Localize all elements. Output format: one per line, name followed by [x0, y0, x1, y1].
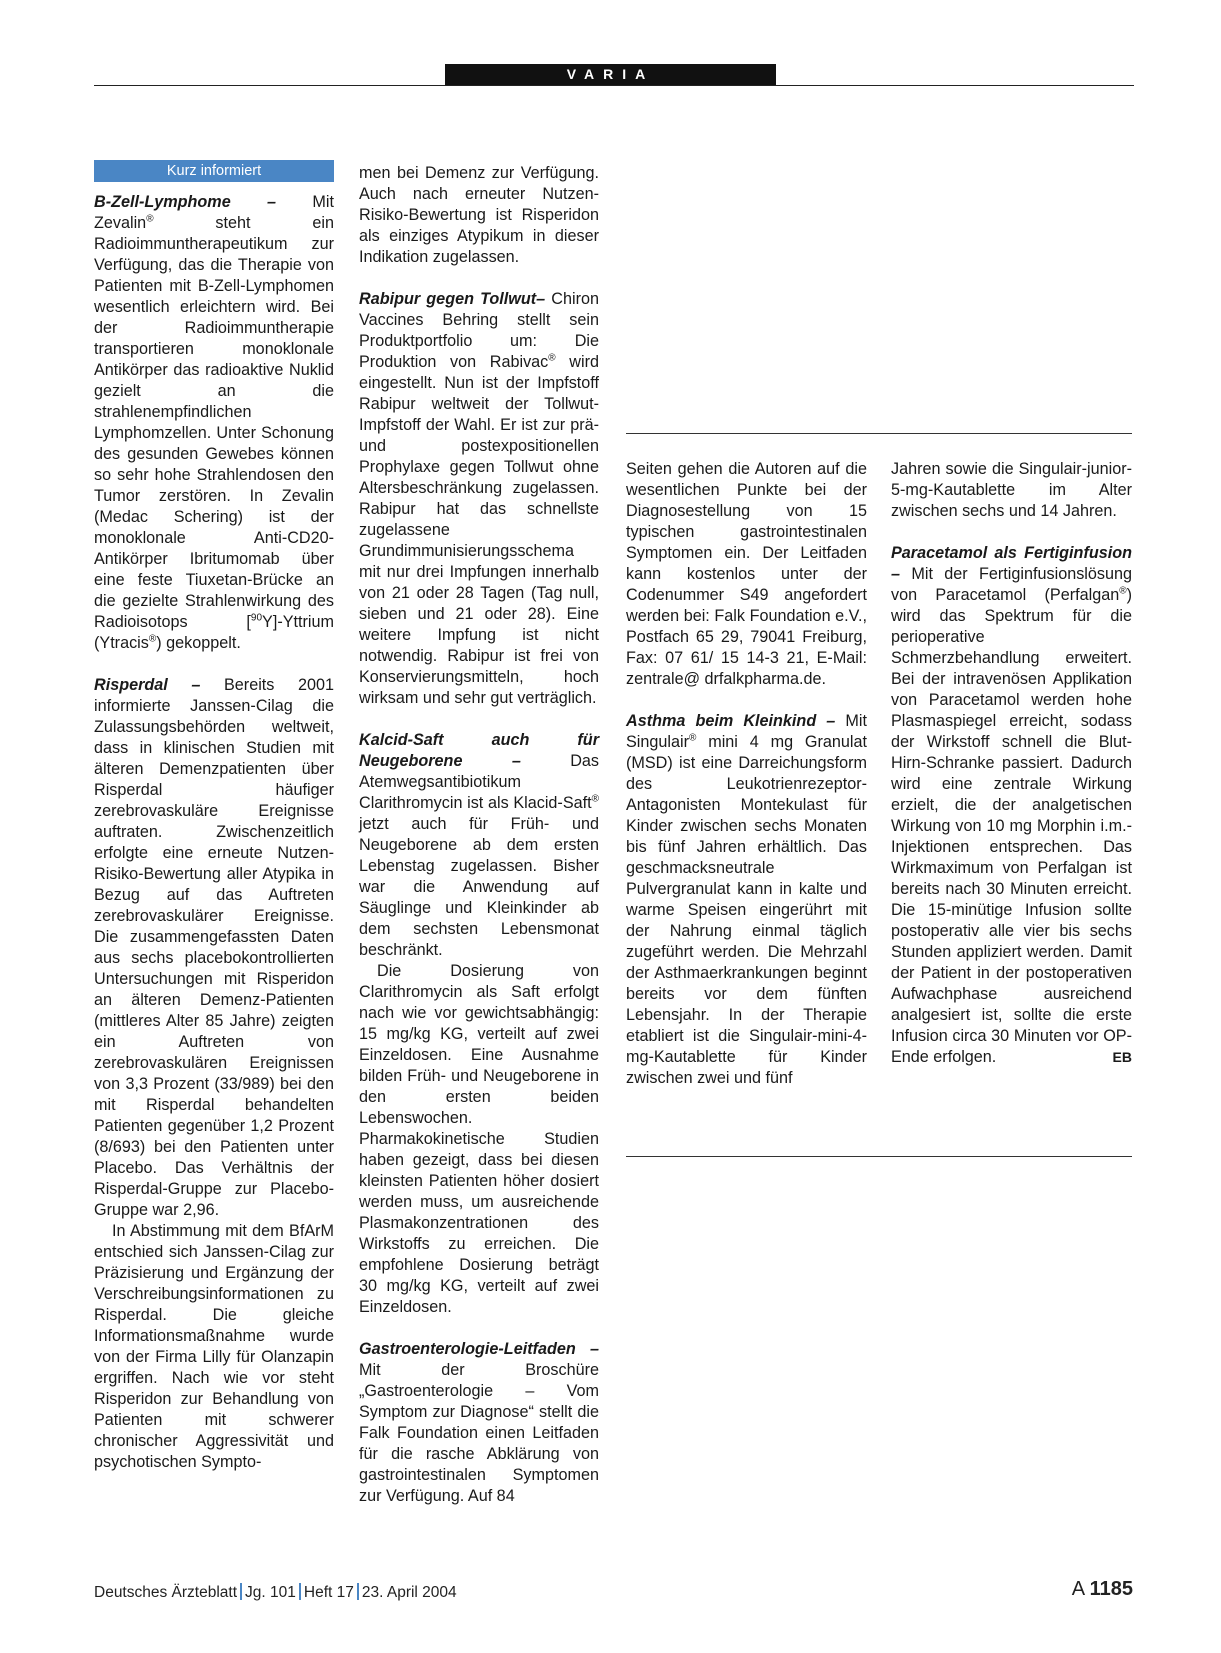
- article-paragraph: Jahren sowie die Singulair-junior-5-mg-Kautablette im Alter zwischen sechs und 14 Jahren.: [891, 460, 1132, 520]
- column-divider: [626, 433, 1132, 434]
- box-label: Kurz informiert: [94, 160, 334, 182]
- article-headline: Gastroenterologie-Leitfaden –: [359, 1340, 599, 1358]
- article-paragraph: men bei Demenz zur Verfügung. Auch nach erneuter Nutzen-Risiko-Bewertung ist Risperidon als einziges Atypikum in dieser Indikation zugelassen.: [359, 164, 599, 266]
- footer-separator: [299, 1583, 301, 1600]
- issue: Heft 17: [303, 1584, 354, 1601]
- article-perfalgan: Paracetamol als Fertiginfusion – Mit der Fertiginfusionslösung von Paracetamol (Perfalgan®) wird das Spektrum für die perioperative Schmerzbehandlung erweitert. Bei der intravenösen Applikation von Paracetamol werden hohe Plasmaspiegel erreicht, sodass der Wirkstoff schnell die Blut-Hirn-Schranke passiert. Dadurch wird eine zentrale Wirkung erzielt, die der analgetischen Wirkung von 10 mg Morphin i.m.-Injektionen entsprechen. Das Wirkmaximum von Perfalgan ist bereits nach 30 Minuten erreicht. Die 15-minütige Infusion sollte postoperativ alle vier bis sechs Stunden appliziert werden. Damit der Patient in der postoperativen Aufwachphase ausreichend analgesiert ist, sollte die erste Infusion circa 30 Minuten vor OP-Ende erfolgen. EB: [891, 544, 1132, 1066]
- article-zevalin: B-Zell-Lymphome – Mit Zevalin® steht ein Radioimmuntherapeutikum zur Verfügung, das die Therapie von Patienten mit B-Zell-Lymphomen wesentlich erleichtern wird. Bei der Radioimmuntherapie transportieren monoklonale Antikörper das radioaktive Nuklid gezielt an die strahlenempfindlichen Lymphomzellen. Unter Schonung des gesunden Gewebes können so sehr hohe Strahlendosen den Tumor zerstören. In Zevalin (Medac Schering) ist der monoklonale Anti-CD20-Antikörper Ibritumomab über eine feste Tiuxetan-Brücke an die gezielte Strahlenwirkung des Radioisotops [$^{90}$Y]-Yttrium (Ytracis®) gekoppelt.: [94, 193, 334, 652]
- author-signature: EB: [1112, 1049, 1132, 1065]
- article-headline: Paracetamol als Fertiginfusion –: [891, 544, 1132, 583]
- column-2: [359, 163, 599, 1507]
- footer: [94, 1583, 457, 1602]
- article-headline: Asthma beim Kleinkind –: [626, 712, 836, 730]
- section-label: VARIA: [445, 64, 776, 85]
- article-headline: B-Zell-Lymphome –: [94, 193, 277, 211]
- article-gastro: Gastroenterologie-Leitfaden – Mit der Broschüre „Gastroenterologie – Vom Symptom zur Diagnose“ stellt die Falk Foundation einen Leitfaden für die rasche Abklärung von gastrointestinalen Symptomen zur Verfügung. Auf 84: [359, 1340, 599, 1505]
- column-1: [94, 160, 334, 1473]
- footer-separator: [357, 1583, 359, 1600]
- journal-name: Deutsches Ärzteblatt: [94, 1584, 238, 1601]
- article-paragraph: In Abstimmung mit dem BfArM entschied sich Janssen-Cilag zur Präzisierung und Ergänzung der Verschreibungsinformationen zu Risperdal. Die gleiche Informationsmaßnahme wurde von der Firma Lilly für Olanzapin ergriffen. Nach wie vor steht Risperidon zur Behandlung von Patienten mit schwerer chronischer Aggressivität und psychotischen Sympto-: [94, 1222, 334, 1471]
- article-paragraph: Die Dosierung von Clarithromycin als Saft erfolgt nach wie vor gewichtsabhängig: 15 mg/kg KG, verteilt auf zwei Einzeldosen. Eine Ausnahme bilden Früh- und Neugeborene in den ersten beiden Lebenswochen. Pharmakokinetische Studien haben gezeigt, dass bei diesen kleinsten Patienten höher dosiert werden muss, um ausreichende Plasmakonzentrationen des Wirkstoffs zu erreichen. Die empfohlene Dosierung beträgt 30 mg/kg KG, verteilt auf zwei Einzeldosen.: [359, 962, 599, 1316]
- column-divider: [626, 1156, 1132, 1157]
- issue-date: 23. April 2004: [361, 1584, 457, 1601]
- article-headline: Kalcid-Saft auch für Neugeborene –: [359, 731, 599, 770]
- article-headline: Risperdal –: [94, 676, 201, 694]
- volume: Jg. 101: [245, 1584, 296, 1601]
- article-singulair: Asthma beim Kleinkind – Mit Singulair® mini 4 mg Granulat (MSD) ist eine Darreichungsform des Leukotrienrezeptor-Antagonisten Montekulast für Kinder zwischen sechs Monaten bis fünf Jahren erhältlich. Das geschmacksneutrale Pulvergranulat kann in kalte und warme Speisen eingerührt mit der Nahrung einmal täglich zugeführt werden. Die Mehrzahl der Asthmaerkrankungen beginnt bereits vor dem fünften Lebensjahr. In der Therapie etabliert ist die Singulair-mini-4-mg-Kautablette für Kinder zwischen zwei und fünf: [626, 712, 867, 1087]
- article-rabipur: Rabipur gegen Tollwut– Chiron Vaccines Behring stellt sein Produktportfolio um: Die Produktion von Rabivac® wird eingestellt. Nun ist der Impfstoff Rabipur weltweit der Tollwut-Impfstoff der Wahl. Er ist zur prä- und postexpositionellen Prophylaxe gegen Tollwut ohne Altersbeschränkung zugelassen. Rabipur hat das schnellste zugelassene Grundimmunisierungsschema mit nur drei Impfungen innerhalb von 21 oder 28 Tagen (Tag null, sieben und 21 oder 28). Eine weitere Impfung ist nicht notwendig. Rabipur ist frei von Konservierungsmitteln, hoch wirksam und sehr gut verträglich.: [359, 290, 599, 707]
- footer-separator: [240, 1583, 242, 1600]
- article-risperdal: Risperdal – Bereits 2001 informierte Janssen-Cilag die Zulassungsbehörden weltweit, dass in klinischen Studien mit älteren Demenzpatienten über Risperdal häufiger zerebrovaskuläre Ereignisse auftraten. Zwischenzeitlich erfolgte eine erneute Nutzen-Risiko-Bewertung aller Atypika in Bezug auf das Auftreten zerebrovaskulärer Ereignisse. Die zusammengefassten Daten aus sechs placebokontrollierten Untersuchungen mit Risperidon an älteren Demenz-Patienten (mittleres Alter 85 Jahre) zeigten ein Auftreten von zerebrovaskulären Ereignissen von 3,3 Prozent (33/989) bei den mit Risperdal behandelten Patienten gegenüber 1,2 Prozent (8/693) bei den Patienten unter Placebo. Das Verhältnis der Risperdal-Gruppe zur Placebo-Gruppe war 2,96.: [94, 676, 334, 1219]
- page-number: A 1185: [1071, 1578, 1133, 1600]
- header-rule: [94, 85, 1134, 86]
- article-klacid: Kalcid-Saft auch für Neugeborene – Das Atemwegsantibiotikum Clarithromycin ist als Klacid-Saft® jetzt auch für Früh- und Neugeborene ab dem ersten Lebenstag zugelassen. Bisher war die Anwendung auf Säuglinge und Kleinkinder ab dem sechsten Lebensmonat beschränkt.: [359, 731, 599, 959]
- article-headline: Rabipur gegen Tollwut–: [359, 290, 546, 308]
- column-4: [891, 459, 1132, 1068]
- column-3: [626, 459, 867, 1089]
- article-paragraph: Seiten gehen die Autoren auf die wesentlichen Punkte bei der Diagnosestellung von 15 typischen gastrointestinalen Symptomen ein. Der Leitfaden kann kostenlos unter der Codenummer S49 angefordert werden bei: Falk Foundation e.V., Postfach 65 29, 79041 Freiburg, Fax: 07 61/ 15 14-3 21, E-Mail: zentrale@ drfalkpharma.de.: [626, 460, 867, 688]
